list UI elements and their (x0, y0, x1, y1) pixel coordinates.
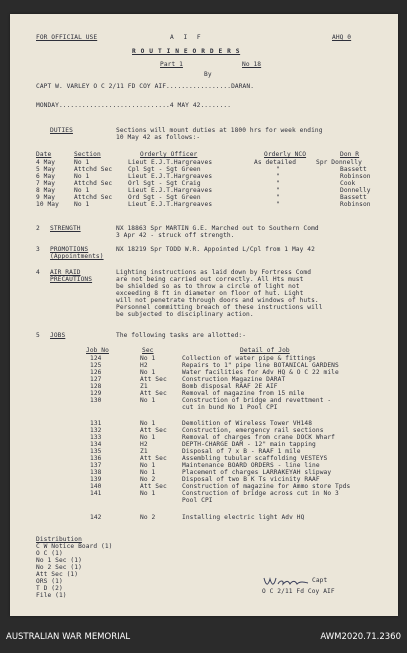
serial-number: AHQ 0 (332, 34, 352, 41)
job-number: 127 (90, 376, 102, 383)
air-raid-line: be subjected to disciplinary action. (116, 311, 254, 318)
job-detail: DEPTH-CHARGE DAM - 12" main tapping (182, 441, 316, 448)
job-section: Z1 (140, 448, 148, 455)
officer-line: CAPT W. VARLEY O C 2/11 FD COY AIF.................DARAN. (36, 83, 255, 90)
distribution-item: ORS (1) (36, 578, 63, 585)
job-number: 136 (90, 455, 102, 462)
job-section: No 1 (140, 369, 156, 376)
job-detail: Repairs to 1" pipe line BOTANICAL GARDENS (182, 362, 339, 369)
duty-officer: Orl Sgt - Sgt Craig (128, 180, 201, 187)
air-raid-line: Lighting instructions as laid down by Fortress Comd (116, 269, 312, 276)
order-number: No 18 (242, 61, 262, 68)
document-title: R O U T I N E O R D E R S (132, 48, 241, 55)
air-raid-line: are not being carried out correctly. All Hts must (116, 276, 304, 283)
job-number: 129 (90, 390, 102, 397)
job-section: Att Sec (140, 376, 167, 383)
distribution-item: File (1) (36, 592, 67, 599)
job-section: No 1 (140, 420, 156, 427)
duty-section: No 1 (74, 187, 90, 194)
duty-date: 6 May (36, 173, 56, 180)
job-section: H2 (140, 441, 148, 448)
part-label: Part 1 (160, 61, 183, 68)
duty-officer: Cpl Sgt - Sgt Green (128, 166, 201, 173)
by-label: By (204, 71, 212, 78)
job-detail: Bomb disposal RAAF 2E AIF (182, 383, 278, 390)
duty-officer: Ord Sgt - Sgt Green (128, 194, 201, 201)
jobs-number: 5 (36, 332, 40, 339)
job-detail: Disposal of 7 x B - RAAF 1 mile (182, 448, 301, 455)
job-section: No 1 (140, 490, 156, 497)
duty-don: Robinson (340, 201, 371, 208)
duty-date: 4 May (36, 159, 56, 166)
duty-date: 7 May (36, 180, 56, 187)
job-number: 128 (90, 383, 102, 390)
duty-section: Attchd Sec (74, 180, 113, 187)
distribution-item: C W Notice Board (1) (36, 543, 113, 550)
job-detail: Water facilities for Adv HQ & O C 22 mile (182, 369, 339, 376)
job-number: 132 (90, 427, 102, 434)
duty-nco: " (276, 187, 280, 194)
duties-heading: DUTIES (50, 127, 73, 134)
duties-intro-2: 10 May 42 as follows:- (116, 134, 201, 141)
handwritten-signature (262, 574, 310, 588)
duty-date: 10 May (36, 201, 59, 208)
jobs-intro: The following tasks are allotted:- (116, 332, 247, 339)
duty-don: Donnelly (340, 187, 371, 194)
job-number: 131 (90, 420, 102, 427)
air-raid-number: 4 (36, 269, 40, 276)
duty-officer: Lieut E.J.T.Hargreaves (128, 201, 213, 208)
duties-col-don: Don R (340, 151, 360, 158)
air-raid-line: will not penetrate through doors and windows of huts. (116, 297, 319, 304)
job-section: No 1 (140, 397, 156, 404)
job-detail: Construction of magazine for Ammo store Tpds (182, 483, 351, 490)
job-number: 137 (90, 462, 102, 469)
duties-col-officer: Orderly Officer (140, 151, 198, 158)
air-raid-line: Personnel committing breach of these instructions will (116, 304, 323, 311)
job-detail: Construction of bridge and revettment - (182, 397, 332, 404)
duties-col-nco: Orderly NCO (264, 151, 307, 158)
duty-don: Bassett (340, 166, 367, 173)
job-detail: Construction, emergency rail sections (182, 427, 324, 434)
strength-line-2: 3 Apr 42 - struck off strength. (116, 232, 235, 239)
duties-intro-1: Sections will mount duties at 1800 hrs for week ending (116, 127, 323, 134)
job-number: 141 (90, 490, 102, 497)
jobs-col-number: Job No (86, 347, 109, 354)
job-number: 135 (90, 448, 102, 455)
job-section: H2 (140, 362, 148, 369)
duties-col-section: Section (74, 151, 101, 158)
job-detail: Placement of charges LARRAKEYAH slipway (182, 469, 332, 476)
air-raid-line: be shielded so as to throw a circle of light not (116, 283, 300, 290)
strength-number: 2 (36, 225, 40, 232)
job-section: Att Sec (140, 455, 167, 462)
classification-label: FOR OFFICIAL USE (36, 34, 98, 41)
promotions-heading: PROMOTIONS (50, 246, 89, 253)
date-line: MONDAY.............................4 MAY 42........ (36, 102, 232, 109)
duty-officer: Lieut E.J.T.Hargreaves (128, 159, 213, 166)
job-detail: Demolition of Wireless Tower VH148 (182, 420, 313, 427)
archive-caption-bar (0, 620, 407, 653)
duty-don: Robinson (340, 173, 371, 180)
job-section: No 1 (140, 434, 156, 441)
duty-nco: " (276, 201, 280, 208)
duty-section: No 1 (74, 159, 90, 166)
job-number: 142 (90, 514, 102, 521)
job-number: 126 (90, 369, 102, 376)
distribution-item: T D (2) (36, 585, 63, 592)
job-section: Att Sec (140, 427, 167, 434)
duty-date: 8 May (36, 187, 56, 194)
duty-date: 9 May (36, 194, 56, 201)
duty-nco: " (276, 166, 280, 173)
archive-reference: AWM2020.71.2360 (320, 632, 401, 642)
archive-name: AUSTRALIAN WAR MEMORIAL (6, 632, 131, 642)
duty-section: Attchd Sec (74, 194, 113, 201)
jobs-col-section: Sec (142, 347, 154, 354)
duty-section: No 1 (74, 173, 90, 180)
duty-section: Attchd Sec (74, 166, 113, 173)
job-number: 139 (90, 476, 102, 483)
strength-line-1: NX 18863 Spr MARTIN G.E. Marched out to Southern Comd (116, 225, 319, 232)
distribution-item: O C (1) (36, 550, 63, 557)
duty-don: Cook (340, 180, 356, 187)
job-number: 124 (90, 355, 102, 362)
air-raid-heading-1: AIR RAID (50, 269, 81, 276)
job-detail: Pool CPI (182, 497, 213, 504)
job-number: 133 (90, 434, 102, 441)
air-raid-line: exceeding 8 ft in diameter on floor of hut. Light (116, 290, 304, 297)
distribution-heading: Distribution (36, 536, 82, 543)
job-detail: Installing electric light Adv HQ (182, 514, 305, 521)
duty-officer: Lieut E.J.T.Hargreaves (128, 173, 213, 180)
job-detail: cut in bund No 1 Pool CPI (182, 404, 278, 411)
duty-don: Spr Donnelly (316, 159, 362, 166)
job-section: No 2 (140, 476, 156, 483)
job-number: 130 (90, 397, 102, 404)
strength-heading: STRENGTH (50, 225, 81, 232)
job-section: Att Sec (140, 483, 167, 490)
job-detail: Maintenance BOARD ORDERS - line line (182, 462, 320, 469)
duty-section: No 1 (74, 201, 90, 208)
signature-unit: O C 2/11 Fd Coy AIF (262, 588, 335, 595)
distribution-item: No 2 Sec (1) (36, 564, 82, 571)
duty-nco: " (276, 180, 280, 187)
job-detail: Removal of charges from crane DOCK Wharf (182, 434, 336, 441)
signature-rank: Capt (312, 577, 328, 584)
promotions-number: 3 (36, 246, 40, 253)
job-number: 125 (90, 362, 102, 369)
force-label: A I F (170, 34, 204, 41)
job-section: No 1 (140, 469, 156, 476)
document-page (10, 14, 398, 616)
job-section: No 2 (140, 514, 156, 521)
job-section: No 1 (140, 462, 156, 469)
duty-officer: Lieut E.J.T.Hargreaves (128, 187, 213, 194)
job-section: Z1 (140, 383, 148, 390)
duty-date: 5 May (36, 166, 56, 173)
job-detail: Construction Magazine DARAT (182, 376, 286, 383)
job-section: Att Sec (140, 390, 167, 397)
air-raid-heading-2: PRECAUTIONS (50, 276, 93, 283)
job-detail: Construction of bridge across cut in No 3 (182, 490, 339, 497)
job-number: 134 (90, 441, 102, 448)
duty-nco: " (276, 173, 280, 180)
duties-col-date: Date (36, 151, 52, 158)
jobs-heading: JOBS (50, 332, 66, 339)
job-number: 140 (90, 483, 102, 490)
promotions-subheading: (Appointments) (50, 253, 104, 260)
job-detail: Collection of water pipe & fittings (182, 355, 316, 362)
job-detail: Assembling tubular scaffolding VESTEYS (182, 455, 328, 462)
job-detail: Removal of magazine from 15 mile (182, 390, 305, 397)
distribution-item: Att Sec (1) (36, 571, 79, 578)
jobs-col-detail: Detail of Job (240, 347, 290, 354)
distribution-item: No 1 Sec (1) (36, 557, 82, 564)
duty-don: Bassett (340, 194, 367, 201)
duty-nco: As detailed (254, 159, 297, 166)
duty-nco: " (276, 194, 280, 201)
promotions-line-1: NX 18219 Spr TODD W.R. Appointed L/Cpl from 1 May 42 (116, 246, 315, 253)
job-section: No 1 (140, 355, 156, 362)
job-number: 138 (90, 469, 102, 476)
job-detail: Disposal of two B K Ts vicinity RAAF (182, 476, 320, 483)
